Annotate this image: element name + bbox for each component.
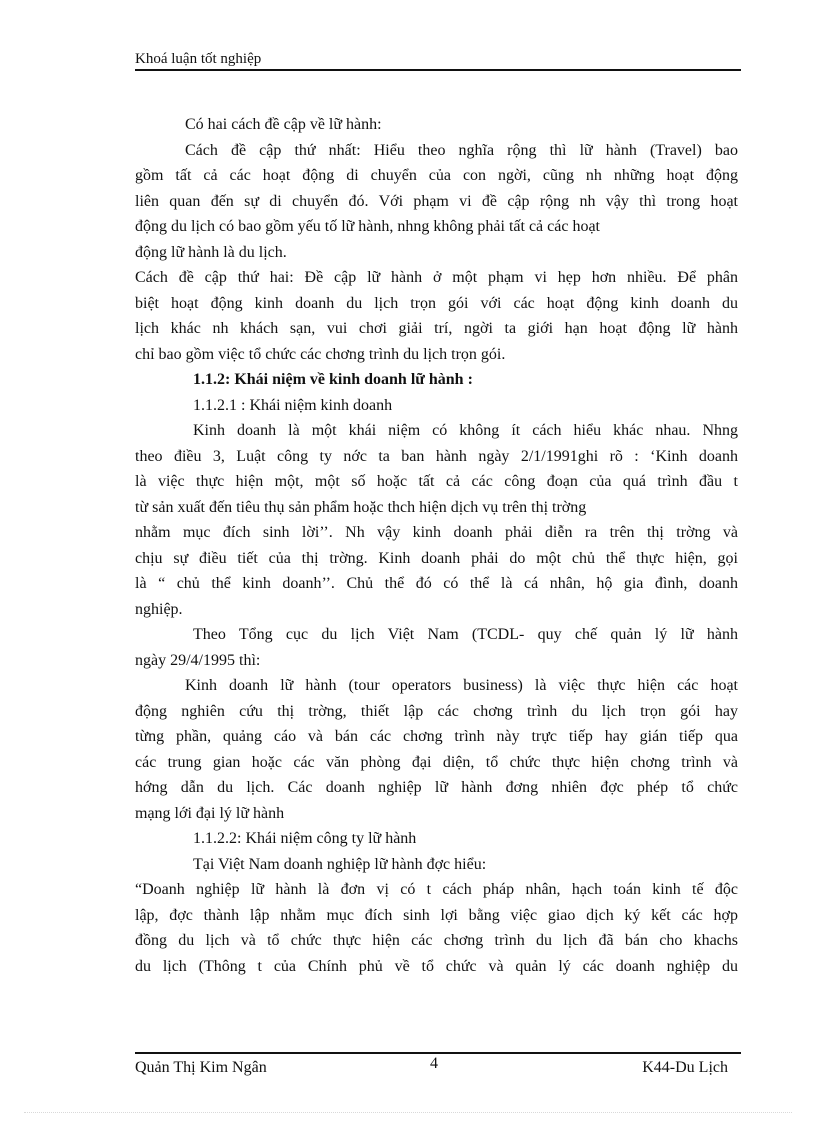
paragraph-line: Kinh doanh lữ hành (tour operators business) là việc thực hiện các hoạt <box>185 677 738 694</box>
paragraph-line: là “ chủ thể kinh doanh’’. Chủ thể đó có thể là cá nhân, hộ gia đình, doanh <box>135 575 738 592</box>
subsection-heading: 1.1.2.2: Khái niệm công ty lữ hành <box>193 830 417 847</box>
paragraph-line: là việc thực hiện một, một số hoặc tất cả các công đoạn của quá trình đầu t <box>135 473 738 490</box>
paragraph-line: chịu sự điều tiết của thị trờng. Kinh doanh phải do một chủ thể thực hiện, gọi <box>135 549 738 567</box>
footer-author: Quản Thị Kim Ngân <box>135 1059 267 1076</box>
paragraph-line: du lịch (Thông t của Chính phủ về tổ chức và quản lý các doanh nghiệp du <box>135 957 738 975</box>
paragraph-line: hớng dẫn du lịch. Các doanh nghiệp lữ hành đơng nhiên đợc phép tổ chức <box>135 779 738 796</box>
paragraph-line: Cách đề cập thứ hai: Đề cập lữ hành ở một phạm vi hẹp hơn nhiều. Để phân <box>135 269 738 286</box>
subsection-heading: 1.1.2.1 : Khái niệm kinh doanh <box>193 396 393 414</box>
paragraph-line: động du lịch có bao gồm yếu tố lữ hành, nhng không phải tất cả các hoạt <box>135 218 600 235</box>
paragraph-line: Kinh doanh là một khái niệm có không ít cách hiểu khác nhau. Nhng <box>193 422 738 439</box>
paragraph-line: mạng lới đại lý lữ hành <box>135 804 285 822</box>
paragraph-line: gồm tất cả các hoạt động di chuyển của con ngời, cũng nh những hoạt động <box>135 167 738 184</box>
paragraph-line: Cách đề cập thứ nhất: Hiểu theo nghĩa rộng thì lữ hành (Travel) bao <box>185 141 738 159</box>
paragraph-line: nhằm mục đích sinh lời’’. Nh vậy kinh doanh phải diễn ra trên thị trờng và <box>135 524 738 541</box>
section-heading: 1.1.2: Khái niệm về kinh doanh lữ hành : <box>193 371 473 388</box>
paragraph-line: “Doanh nghiệp lữ hành là đơn vị có t cách pháp nhân, hạch toán kinh tế độc <box>135 881 738 898</box>
paragraph-line: động nghiên cứu thị trờng, thiết lập các chơng trình du lịch trọn gói hay <box>135 702 738 720</box>
paragraph-line: chỉ bao gồm việc tổ chức các chơng trình du lịch trọn gói. <box>135 345 506 363</box>
paragraph-line: liên quan đến sự di chuyển đó. Với phạm vi đề cập rộng nh vậy thì trong hoạt <box>135 192 738 210</box>
footer-class-label: K44-Du Lịch <box>642 1059 728 1076</box>
paragraph-line: biệt hoạt động kinh doanh du lịch trọn gói với các hoạt động kinh doanh du <box>135 294 738 312</box>
paragraph-line: lịch khác nh khách sạn, vui chơi giải trí, ngời ta giới hạn hoạt động lữ hành <box>135 320 738 337</box>
page-bottom-border <box>24 1112 792 1113</box>
paragraph-line: Có hai cách đề cập về lữ hành: <box>185 116 382 133</box>
header-title: Khoá luận tốt nghiệp <box>135 51 262 67</box>
paragraph-line: ngày 29/4/1995 thì: <box>135 651 261 669</box>
page-number: 4 <box>430 1055 438 1072</box>
paragraph-line: Theo Tổng cục du lịch Việt Nam (TCDL- quy chế quản lý lữ hành <box>193 626 738 643</box>
paragraph-line: nghiệp. <box>135 600 183 618</box>
paragraph-line: từng phần, quảng cáo và bán các chơng trình này trực tiếp hay gián tiếp qua <box>135 728 738 745</box>
paragraph-line: các trung gian hoặc các văn phòng đại diện, tổ chức thực hiện chơng trình và <box>135 753 738 771</box>
paragraph-line: đồng du lịch và tổ chức thực hiện các chơng trình du lịch đã bán cho khachs <box>135 932 738 949</box>
paragraph-line: từ sản xuất đến tiêu thụ sản phẩm hoặc thch hiện dịch vụ trên thị trờng <box>135 498 587 516</box>
paragraph-line: lập, đợc thành lập nhằm mục đích sinh lợi bằng việc giao dịch ký kết các hợp <box>135 906 738 924</box>
paragraph-line: động lữ hành là du lịch. <box>135 243 287 261</box>
body-text <box>135 112 738 979</box>
footer-divider <box>135 1052 741 1054</box>
paragraph-line: Tại Việt Nam doanh nghiệp lữ hành đợc hiểu: <box>193 855 487 873</box>
page-header <box>135 49 741 71</box>
paragraph-line: theo điều 3, Luật công ty nớc ta ban hành ngày 2/1/1991ghi rõ : ‘Kinh doanh <box>135 447 738 465</box>
